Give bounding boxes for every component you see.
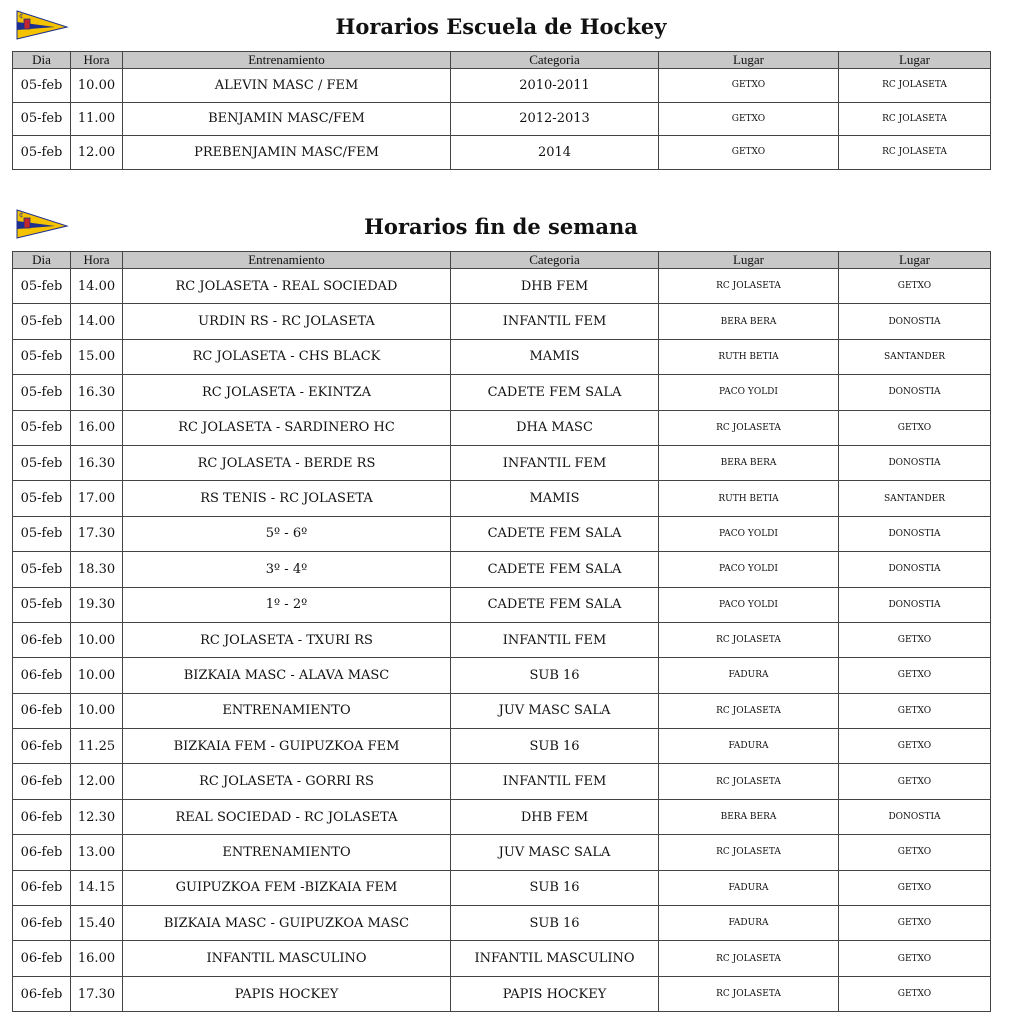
time-cell: 13.00: [71, 835, 123, 870]
place2-cell: GETXO: [839, 764, 991, 799]
time-cell: 15.40: [71, 906, 123, 941]
category-cell: DHB FEM: [451, 269, 659, 304]
category-cell: CADETE FEM SALA: [451, 587, 659, 622]
category-cell: JUV MASC SALA: [451, 693, 659, 728]
day-cell: 05-feb: [13, 69, 71, 103]
training-cell: RC JOLASETA - BERDE RS: [123, 445, 451, 480]
time-cell: 19.30: [71, 587, 123, 622]
training-cell: ENTRENAMIENTO: [123, 835, 451, 870]
training-cell: 5º - 6º: [123, 516, 451, 551]
time-cell: 11.00: [71, 102, 123, 136]
table-row: [13, 799, 991, 834]
time-cell: 10.00: [71, 69, 123, 103]
time-cell: 17.00: [71, 481, 123, 516]
column-header-time: Hora: [71, 252, 123, 269]
table-row: [13, 693, 991, 728]
place-cell: RC JOLASETA: [659, 976, 839, 1011]
category-cell: CADETE FEM SALA: [451, 552, 659, 587]
training-cell: GUIPUZKOA FEM -BIZKAIA FEM: [123, 870, 451, 905]
day-cell: 05-feb: [13, 516, 71, 551]
category-cell: JUV MASC SALA: [451, 835, 659, 870]
category-cell: CADETE FEM SALA: [451, 516, 659, 551]
day-cell: 06-feb: [13, 906, 71, 941]
place-cell: RC JOLASETA: [659, 835, 839, 870]
place-cell: BERA BERA: [659, 304, 839, 339]
time-cell: 14.00: [71, 304, 123, 339]
table-row: [13, 835, 991, 870]
category-cell: INFANTIL FEM: [451, 622, 659, 657]
column-header-place2: Lugar: [839, 252, 991, 269]
category-cell: SUB 16: [451, 658, 659, 693]
day-cell: 05-feb: [13, 269, 71, 304]
table-row: [13, 481, 991, 516]
place-cell: RC JOLASETA: [659, 622, 839, 657]
training-cell: BIZKAIA MASC - GUIPUZKOA MASC: [123, 906, 451, 941]
category-cell: INFANTIL MASCULINO: [451, 941, 659, 976]
category-cell: SUB 16: [451, 906, 659, 941]
category-cell: SUB 16: [451, 729, 659, 764]
place2-cell: GETXO: [839, 906, 991, 941]
day-cell: 06-feb: [13, 764, 71, 799]
place-cell: RC JOLASETA: [659, 941, 839, 976]
place-cell: FADURA: [659, 906, 839, 941]
table-row: [13, 136, 991, 170]
time-cell: 14.00: [71, 269, 123, 304]
training-cell: BIZKAIA FEM - GUIPUZKOA FEM: [123, 729, 451, 764]
place-cell: RC JOLASETA: [659, 764, 839, 799]
table-row: [13, 516, 991, 551]
place2-cell: GETXO: [839, 729, 991, 764]
day-cell: 06-feb: [13, 729, 71, 764]
place-cell: FADURA: [659, 729, 839, 764]
category-cell: INFANTIL FEM: [451, 304, 659, 339]
training-cell: PAPIS HOCKEY: [123, 976, 451, 1011]
training-cell: INFANTIL MASCULINO: [123, 941, 451, 976]
weekend-title: Horarios fin de semana: [364, 214, 638, 239]
place2-cell: DONOSTIA: [839, 799, 991, 834]
training-cell: RC JOLASETA - EKINTZA: [123, 375, 451, 410]
category-cell: DHA MASC: [451, 410, 659, 445]
category-cell: 2012-2013: [451, 102, 659, 136]
place-cell: PACO YOLDI: [659, 375, 839, 410]
training-cell: BIZKAIA MASC - ALAVA MASC: [123, 658, 451, 693]
training-cell: ENTRENAMIENTO: [123, 693, 451, 728]
place2-cell: GETXO: [839, 269, 991, 304]
table-row: [13, 870, 991, 905]
table-row: [13, 69, 991, 103]
table-row: [13, 552, 991, 587]
day-cell: 05-feb: [13, 304, 71, 339]
time-cell: 12.00: [71, 136, 123, 170]
day-cell: 05-feb: [13, 339, 71, 374]
training-cell: REAL SOCIEDAD - RC JOLASETA: [123, 799, 451, 834]
place-cell: RUTH BETIA: [659, 339, 839, 374]
table-header-row: [13, 252, 991, 269]
place2-cell: GETXO: [839, 658, 991, 693]
column-header-place2: Lugar: [839, 52, 991, 69]
place-cell: GETXO: [659, 69, 839, 103]
time-cell: 15.00: [71, 339, 123, 374]
training-cell: RC JOLASETA - TXURI RS: [123, 622, 451, 657]
day-cell: 05-feb: [13, 410, 71, 445]
category-cell: MAMIS: [451, 481, 659, 516]
table-row: [13, 658, 991, 693]
time-cell: 16.30: [71, 445, 123, 480]
place-cell: FADURA: [659, 870, 839, 905]
school-section: [12, 0, 990, 170]
place-cell: RC JOLASETA: [659, 410, 839, 445]
school-schedule-table: [12, 51, 991, 170]
place2-cell: RC JOLASETA: [839, 102, 991, 136]
training-cell: RS TENIS - RC JOLASETA: [123, 481, 451, 516]
time-cell: 18.30: [71, 552, 123, 587]
time-cell: 12.00: [71, 764, 123, 799]
place2-cell: RC JOLASETA: [839, 69, 991, 103]
table-row: [13, 622, 991, 657]
day-cell: 05-feb: [13, 375, 71, 410]
day-cell: 05-feb: [13, 445, 71, 480]
training-cell: ALEVIN MASC / FEM: [123, 69, 451, 103]
weekend-schedule-table: [12, 251, 991, 1012]
day-cell: 06-feb: [13, 658, 71, 693]
time-cell: 16.00: [71, 941, 123, 976]
weekend-section: [12, 200, 990, 1020]
category-cell: PAPIS HOCKEY: [451, 976, 659, 1011]
category-cell: MAMIS: [451, 339, 659, 374]
table-row: [13, 587, 991, 622]
place2-cell: GETXO: [839, 622, 991, 657]
training-cell: RC JOLASETA - REAL SOCIEDAD: [123, 269, 451, 304]
day-cell: 06-feb: [13, 799, 71, 834]
table-row: [13, 729, 991, 764]
column-header-place: Lugar: [659, 52, 839, 69]
day-cell: 05-feb: [13, 481, 71, 516]
table-row: [13, 269, 991, 304]
place2-cell: GETXO: [839, 693, 991, 728]
time-cell: 17.30: [71, 976, 123, 1011]
table-row: [13, 976, 991, 1011]
category-cell: DHB FEM: [451, 799, 659, 834]
table-row: [13, 304, 991, 339]
training-cell: RC JOLASETA - SARDINERO HC: [123, 410, 451, 445]
column-header-training: Entrenamiento: [123, 252, 451, 269]
column-header-day: Dia: [13, 252, 71, 269]
school-title: Horarios Escuela de Hockey: [335, 14, 667, 39]
training-cell: BENJAMIN MASC/FEM: [123, 102, 451, 136]
place2-cell: GETXO: [839, 870, 991, 905]
category-cell: 2010-2011: [451, 69, 659, 103]
table-row: [13, 906, 991, 941]
category-cell: 2014: [451, 136, 659, 170]
table-header-row: [13, 52, 991, 69]
place2-cell: SANTANDER: [839, 481, 991, 516]
column-header-time: Hora: [71, 52, 123, 69]
time-cell: 16.30: [71, 375, 123, 410]
day-cell: 05-feb: [13, 136, 71, 170]
category-cell: CADETE FEM SALA: [451, 375, 659, 410]
place2-cell: DONOSTIA: [839, 552, 991, 587]
place2-cell: SANTANDER: [839, 339, 991, 374]
time-cell: 10.00: [71, 622, 123, 657]
place2-cell: DONOSTIA: [839, 304, 991, 339]
training-cell: RC JOLASETA - CHS BLACK: [123, 339, 451, 374]
training-cell: PREBENJAMIN MASC/FEM: [123, 136, 451, 170]
time-cell: 16.00: [71, 410, 123, 445]
column-header-place: Lugar: [659, 252, 839, 269]
place-cell: RC JOLASETA: [659, 269, 839, 304]
day-cell: 05-feb: [13, 102, 71, 136]
place-cell: RC JOLASETA: [659, 693, 839, 728]
column-header-training: Entrenamiento: [123, 52, 451, 69]
place-cell: BERA BERA: [659, 445, 839, 480]
training-cell: 1º - 2º: [123, 587, 451, 622]
place2-cell: GETXO: [839, 941, 991, 976]
day-cell: 05-feb: [13, 552, 71, 587]
day-cell: 06-feb: [13, 870, 71, 905]
svg-text:¢: ¢: [19, 12, 24, 20]
category-cell: SUB 16: [451, 870, 659, 905]
place2-cell: DONOSTIA: [839, 516, 991, 551]
day-cell: 05-feb: [13, 587, 71, 622]
place2-cell: DONOSTIA: [839, 375, 991, 410]
place2-cell: GETXO: [839, 976, 991, 1011]
table-row: [13, 339, 991, 374]
column-header-category: Categoria: [451, 52, 659, 69]
table-row: [13, 375, 991, 410]
place-cell: PACO YOLDI: [659, 552, 839, 587]
training-cell: 3º - 4º: [123, 552, 451, 587]
time-cell: 10.00: [71, 693, 123, 728]
category-cell: INFANTIL FEM: [451, 764, 659, 799]
column-header-category: Categoria: [451, 252, 659, 269]
place-cell: FADURA: [659, 658, 839, 693]
time-cell: 14.15: [71, 870, 123, 905]
table-row: [13, 941, 991, 976]
table-row: [13, 410, 991, 445]
place2-cell: DONOSTIA: [839, 445, 991, 480]
time-cell: 11.25: [71, 729, 123, 764]
day-cell: 06-feb: [13, 693, 71, 728]
table-row: [13, 445, 991, 480]
category-cell: INFANTIL FEM: [451, 445, 659, 480]
place-cell: PACO YOLDI: [659, 587, 839, 622]
day-cell: 06-feb: [13, 622, 71, 657]
place-cell: PACO YOLDI: [659, 516, 839, 551]
place2-cell: GETXO: [839, 410, 991, 445]
training-cell: RC JOLASETA - GORRI RS: [123, 764, 451, 799]
day-cell: 06-feb: [13, 835, 71, 870]
table-row: [13, 102, 991, 136]
place-cell: BERA BERA: [659, 799, 839, 834]
place-cell: RUTH BETIA: [659, 481, 839, 516]
day-cell: 06-feb: [13, 941, 71, 976]
svg-text:¢: ¢: [19, 211, 24, 219]
time-cell: 10.00: [71, 658, 123, 693]
time-cell: 17.30: [71, 516, 123, 551]
table-row: [13, 764, 991, 799]
day-cell: 06-feb: [13, 976, 71, 1011]
place2-cell: DONOSTIA: [839, 587, 991, 622]
place2-cell: RC JOLASETA: [839, 136, 991, 170]
column-header-day: Dia: [13, 52, 71, 69]
time-cell: 12.30: [71, 799, 123, 834]
place-cell: GETXO: [659, 102, 839, 136]
training-cell: URDIN RS - RC JOLASETA: [123, 304, 451, 339]
place-cell: GETXO: [659, 136, 839, 170]
place2-cell: GETXO: [839, 835, 991, 870]
